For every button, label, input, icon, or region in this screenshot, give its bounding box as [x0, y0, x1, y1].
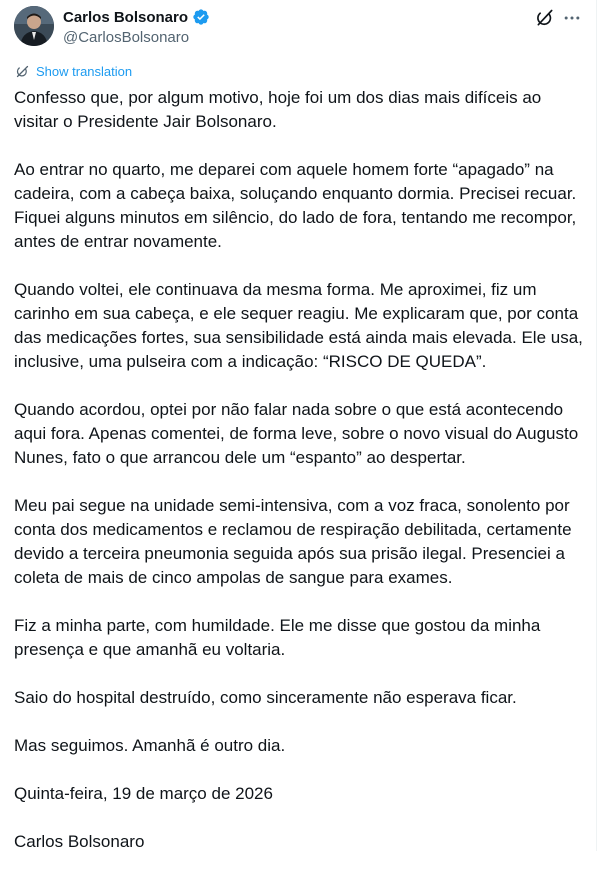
show-translation-label[interactable]: Show translation	[36, 64, 133, 79]
author-name[interactable]: Carlos Bolsonaro	[63, 8, 189, 26]
avatar[interactable]	[14, 6, 54, 46]
verified-badge-icon	[192, 8, 210, 26]
paragraph: Quinta-feira, 19 de março de 2026	[14, 784, 273, 803]
paragraph: Carlos Bolsonaro	[14, 832, 145, 851]
paragraph: Quando acordou, optei por não falar nada sobre o que está acontecendo aqui fora. Apenas comentei, de forma leve, sobre o novo visual do Augusto Nunes, fato o que arrancou dele um “espanto” ao despertar.	[14, 400, 579, 467]
paragraph: Quando voltei, ele continuava da mesma forma. Me aproximei, fiz um carinho em sua cabeça, e ele sequer reagiu. Me explicaram que, por conta das medicações fortes, sua sensibilidade está ainda mais elevada. Ele usa, inclusive, uma pulseira com a indicação: “RISCO DE QUEDA”.	[14, 280, 583, 371]
paragraph: Confesso que, por algum motivo, hoje foi um dos dias mais difíceis ao visitar o Presidente Jair Bolsonaro.	[14, 88, 542, 131]
grok-icon[interactable]	[535, 8, 555, 28]
author-row[interactable]	[63, 8, 210, 26]
translate-icon	[15, 64, 30, 79]
author-handle[interactable]: @CarlosBolsonaro	[63, 29, 190, 46]
more-icon[interactable]	[562, 8, 582, 28]
avatar-photo	[14, 6, 54, 46]
paragraph: Meu pai segue na unidade semi-intensiva, com a voz fraca, sonolento por conta dos medicamentos e reclamou de respiração debilitada, certamente devido a terceira pneumonia seguida após sua prisão ilegal. Presenciei a coleta de mais de cinco ampolas de sangue para exames.	[14, 496, 572, 587]
paragraph: Saio do hospital destruído, como sinceramente não esperava ficar.	[14, 688, 517, 707]
tweet-text	[14, 86, 590, 878]
paragraph: Ao entrar no quarto, me deparei com aquele homem forte “apagado” na cadeira, com a cabeça baixa, soluçando enquanto dormia. Precisei recuar. Fiquei alguns minutos em silêncio, do lado de fora, tentando me recompor, antes de entrar novamente.	[14, 160, 577, 251]
show-translation-link[interactable]	[15, 64, 132, 79]
paragraph: Mas seguimos. Amanhã é outro dia.	[14, 736, 286, 755]
paragraph: Fiz a minha parte, com humildade. Ele me disse que gostou da minha presença e que amanhã eu voltaria.	[14, 616, 541, 659]
